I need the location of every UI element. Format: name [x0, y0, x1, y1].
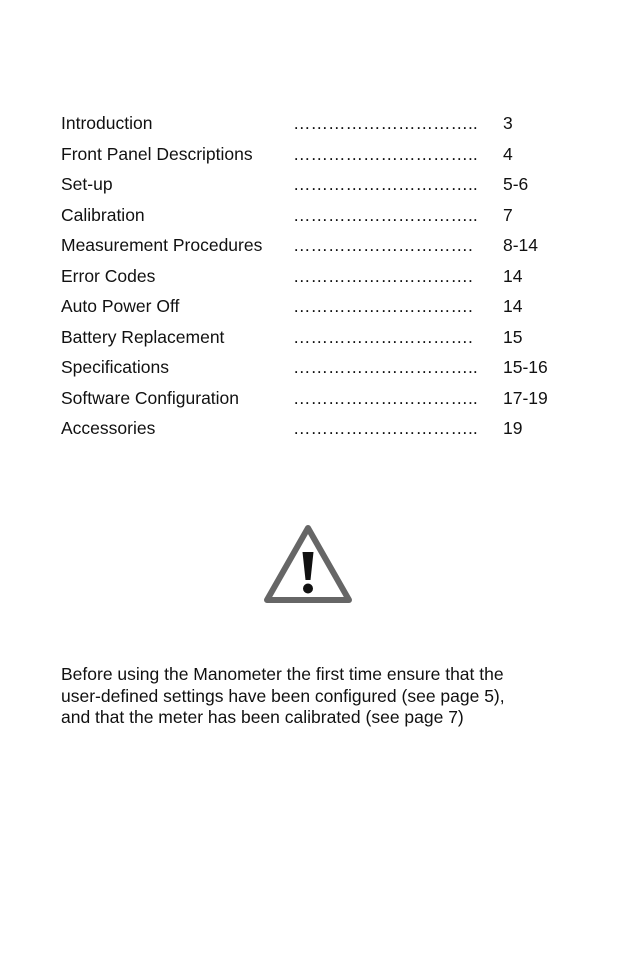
- toc-row-error-codes[interactable]: [61, 263, 581, 294]
- calibration-note: [61, 664, 571, 729]
- toc-page-number: 14: [503, 265, 523, 286]
- toc-leader-dots: …………………………..: [293, 174, 478, 194]
- note-line: Before using the Manometer the first time ensure that the: [61, 664, 504, 684]
- toc-title: Measurement Procedures: [61, 235, 263, 255]
- toc-leader-dots: ………………………….: [293, 326, 473, 347]
- toc-page-number: 17-19: [503, 387, 548, 408]
- toc-row-measurement-procedures[interactable]: [61, 232, 581, 263]
- toc-row-introduction[interactable]: [61, 110, 581, 141]
- toc-leader-dots: …………………………..: [293, 113, 478, 133]
- toc-leader-dots: …………………………..: [293, 418, 478, 438]
- toc-row-front-panel-descriptions[interactable]: [61, 141, 581, 172]
- exclamation-dot: [303, 584, 313, 594]
- toc-row-specifications[interactable]: [61, 354, 581, 385]
- toc-title: Accessories: [61, 418, 156, 438]
- toc-title: Software Configuration: [61, 387, 240, 408]
- toc-row-battery-replacement[interactable]: [61, 324, 581, 355]
- toc-row-software-configuration[interactable]: [61, 385, 581, 416]
- toc-leader-dots: …………………………..: [293, 357, 478, 377]
- toc-leader-dots: ………………………….: [293, 265, 473, 286]
- note-line: user-defined settings have been configured (see page 5),: [61, 685, 505, 706]
- toc-title: Auto Power Off: [61, 296, 180, 316]
- warning-triangle-icon: [262, 522, 354, 606]
- toc-title: Front Panel Descriptions: [61, 143, 253, 164]
- toc-title: Calibration: [61, 204, 145, 225]
- toc-title: Introduction: [61, 113, 153, 133]
- toc-title: Specifications: [61, 357, 169, 377]
- toc-page-number: 5-6: [503, 174, 529, 194]
- warning-triangle-svg: [262, 522, 354, 606]
- toc-page-number: 4: [503, 143, 513, 164]
- toc-page-number: 7: [503, 204, 513, 225]
- toc-leader-dots: ………………………….: [293, 235, 473, 255]
- note-line: and that the meter has been calibrated (see page 7): [61, 707, 464, 727]
- toc-leader-dots: …………………………..: [293, 387, 478, 408]
- toc-page-number: 14: [503, 296, 523, 316]
- toc-page-number: 15: [503, 326, 523, 347]
- toc-leader-dots: …………………………..: [293, 143, 478, 164]
- toc-leader-dots: ………………………….: [293, 296, 473, 316]
- toc-row-calibration[interactable]: [61, 202, 581, 233]
- table-of-contents: [61, 110, 581, 446]
- toc-row-set-up[interactable]: [61, 171, 581, 202]
- toc-row-auto-power-off[interactable]: [61, 293, 581, 324]
- toc-title: Set-up: [61, 174, 113, 194]
- toc-title: Error Codes: [61, 265, 156, 286]
- exclamation-bar: [303, 552, 314, 580]
- toc-title: Battery Replacement: [61, 326, 225, 347]
- toc-row-accessories[interactable]: [61, 415, 581, 446]
- toc-page-number: 15-16: [503, 357, 548, 377]
- toc-leader-dots: …………………………..: [293, 204, 478, 225]
- toc-page-number: 8-14: [503, 235, 539, 255]
- toc-page-number: 3: [503, 113, 513, 133]
- toc-page-number: 19: [503, 418, 523, 438]
